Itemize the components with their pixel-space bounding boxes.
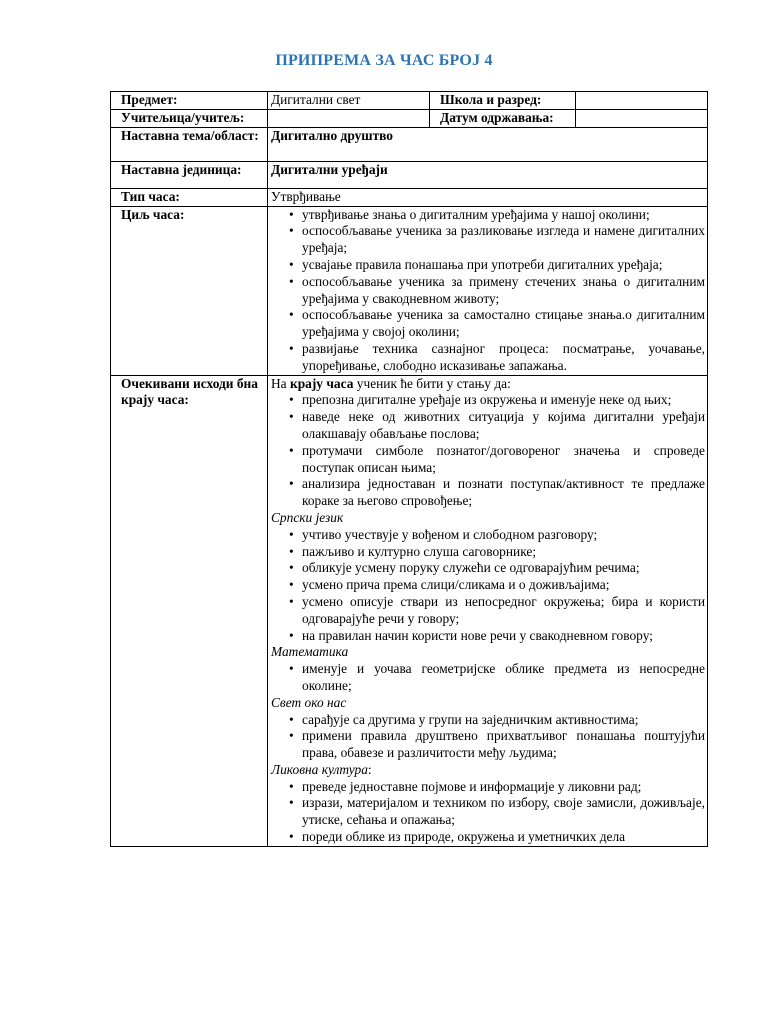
list-item: • протумачи симболе познатог/договореног значења и спроведе поступак описан њима; (271, 443, 705, 477)
likovna-list (271, 779, 705, 846)
list-item: • наведе неке од животних ситуација у којима дигитални уређаји олакшавају обављање послова; (271, 409, 705, 443)
list-item: • изрази, материјалом и техником по избору, своје замисли, доживљаје, утиске, сећања и опажања; (271, 795, 705, 829)
unit-label: Наставна јединица: (111, 161, 268, 188)
topic-label: Наставна тема/област: (111, 127, 268, 161)
list-item: • усмено прича према слици/сликама и о доживљајима; (271, 577, 705, 594)
list-item: • на правилан начин користи нове речи у свакодневном говору; (271, 628, 705, 645)
list-item: • обликује усмену поруку служећи се одговарајућим речима; (271, 560, 705, 577)
subject-label: Предмет: (111, 92, 268, 110)
list-item: • развијање техника сазнајног процеса: посматрање, уочавање, упоређивање, слободно исказивање запажања. (271, 341, 705, 375)
svet-heading: Свет око нас (271, 694, 347, 710)
list-item: • преведе једноставне појмове и информације у ликовни рад; (271, 779, 705, 796)
page-title: ПРИПРЕМА ЗА ЧАС БРОЈ 4 (275, 52, 493, 69)
teacher-value (268, 110, 430, 128)
subject-value: Дигитални свет (268, 92, 430, 110)
list-item: • утврђивање знања о дигиталним уређајима у нашој околини; (271, 207, 705, 224)
list-item: • пажљиво и културно слуша саговорнике; (271, 544, 705, 561)
list-item: • пореди облике из природе, окружења и уметничких дела (271, 829, 705, 846)
teacher-label: Учитељица/учитељ: (111, 110, 268, 128)
date-label: Датум одржавања: (430, 110, 576, 128)
list-item: • примени правила друштвено прихватљивог понашања поштујући права, обавезе и различитости међу људима; (271, 728, 705, 762)
srpski-heading: Српски језик (271, 509, 344, 525)
list-item: • усвајање правила понашања при употреби дигиталних уређаја; (271, 257, 705, 274)
list-item: • препозна дигиталне уређаје из окружења и именује неке од њих; (271, 392, 705, 409)
matematika-heading: Математика (271, 644, 349, 660)
matematika-list (271, 661, 705, 695)
lesson-plan-table (110, 91, 708, 847)
list-item: • оспособљавање ученика за самостално стицање знања.о дигиталним уређајима у својој околини; (271, 307, 705, 341)
goal-list (271, 207, 705, 375)
list-item: • именује и уочава геометријске облике предмета из непосредне околине; (271, 661, 705, 695)
outcomes-intro: На крају часа ученик ће бити у стању да: (271, 375, 511, 391)
date-value (576, 110, 708, 128)
goal-label: Циљ часа: (111, 206, 268, 375)
list-item: • оспособљавање ученика за примену стечених знања о дигиталним уређајима у свакодневном животу; (271, 274, 705, 308)
outcomes-main-list (271, 392, 705, 510)
list-item: • оспособљавање ученика за разликовање изгледа и намене дигиталних уређаја; (271, 223, 705, 257)
list-item: • сарађује са другима у групи на заједничким активностима; (271, 712, 705, 729)
topic-value: Дигитално друштво (268, 127, 708, 161)
svet-list (271, 712, 705, 762)
outcomes-cell (268, 375, 708, 846)
list-item: • анализира једноставан и познати поступак/активност те предлаже кораке за његово спровођење; (271, 476, 705, 510)
type-label: Тип часа: (111, 188, 268, 206)
list-item: • усмено описује ствари из непосредног окружења; бира и користи одговарајуће речи у говору; (271, 594, 705, 628)
goal-cell (268, 206, 708, 375)
unit-value: Дигитални уређаји (268, 161, 708, 188)
school-label: Школа и разред: (430, 92, 576, 110)
type-value: Утврђивање (268, 188, 708, 206)
school-value (576, 92, 708, 110)
outcomes-label: Очекивани исходи бна крају часа: (111, 375, 268, 846)
srpski-list (271, 527, 705, 645)
likovna-heading: Ликовна култура: (271, 761, 372, 777)
list-item: • учтиво учествује у вођеном и слободном разговору; (271, 527, 705, 544)
